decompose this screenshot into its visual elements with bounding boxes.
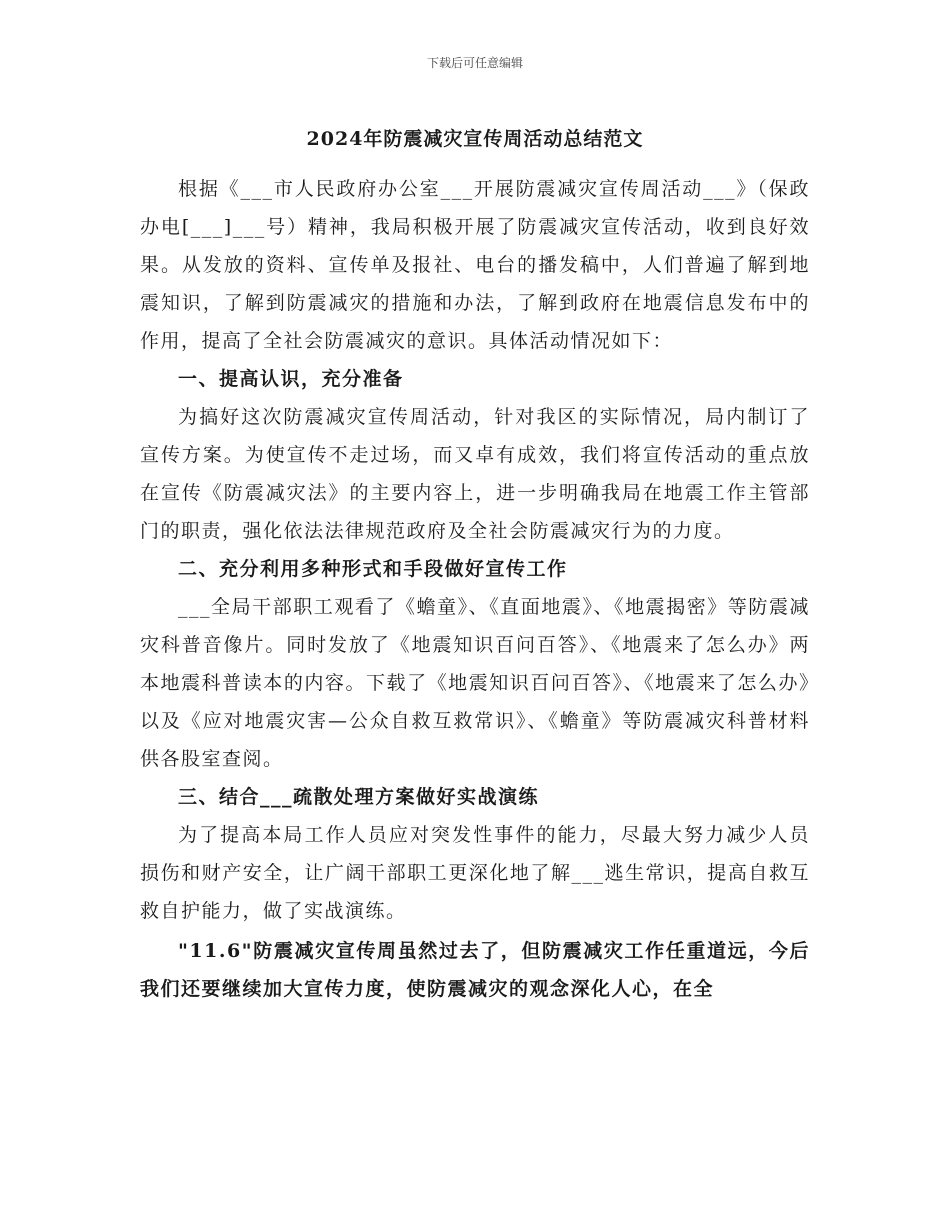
section-heading-3: 三、结合___疏散处理方案做好实战演练: [178, 786, 540, 808]
document-title: 2024年防震减灾宣传周活动总结范文: [306, 128, 644, 150]
section-body-2: ___全局干部职工观看了《蟾童》、《直面地震》、《地震揭密》等防震减灾科普音像片。同时发放了《地震知识百问百答》、《地震来了怎么办》两本地震科普读本的内容。下载了《地震知识百问百答》、《地震来了怎么办》以及《应对地震灾害—公众自救互救常识》、《蟾童》等防震减灾科普材料供各股室查阅。: [140, 596, 810, 770]
closing-paragraph: "11.6"防震减灾宣传周虽然过去了，但防震减灾工作任重道远，今后我们还要继续加大宣传力度，使防震减灾的观念深化人心，在全: [140, 940, 810, 1000]
section-heading-2: 二、充分利用多种形式和手段做好宣传工作: [178, 558, 568, 580]
intro-paragraph: 根据《___市人民政府办公室___开展防震减灾宣传周活动___》（保政办电[___]___号）精神，我局积极开展了防震减灾宣传活动，收到良好效果。从发放的资料、宣传单及报社、电台的播发稿中，人们普遍了解到地震知识，了解到防震减灾的措施和办法，了解到政府在地震信息发布中的作用，提高了全社会防震减灾的意识。具体活动情况如下：: [140, 178, 810, 352]
section-body-3: 为了提高本局工作人员应对突发性事件的能力，尽最大努力减少人员损伤和财产安全，让广阔干部职工更深化地了解___逃生常识，提高自救互救自护能力，做了实战演练。: [140, 824, 810, 922]
page-header-note: 下载后可任意编辑: [426, 56, 523, 70]
document-body: [140, 170, 810, 1008]
section-body-1: 为搞好这次防震减灾宣传周活动，针对我区的实际情况，局内制订了宣传方案。为使宣传不走过场，而又卓有成效，我们将宣传活动的重点放在宣传《防震减灾法》的主要内容上，进一步明确我局在地震工作主管部门的职责，强化依法法律规范政府及全社会防震减灾行为的力度。: [140, 406, 810, 542]
section-heading-1: 一、提高认识，充分准备: [178, 368, 404, 390]
